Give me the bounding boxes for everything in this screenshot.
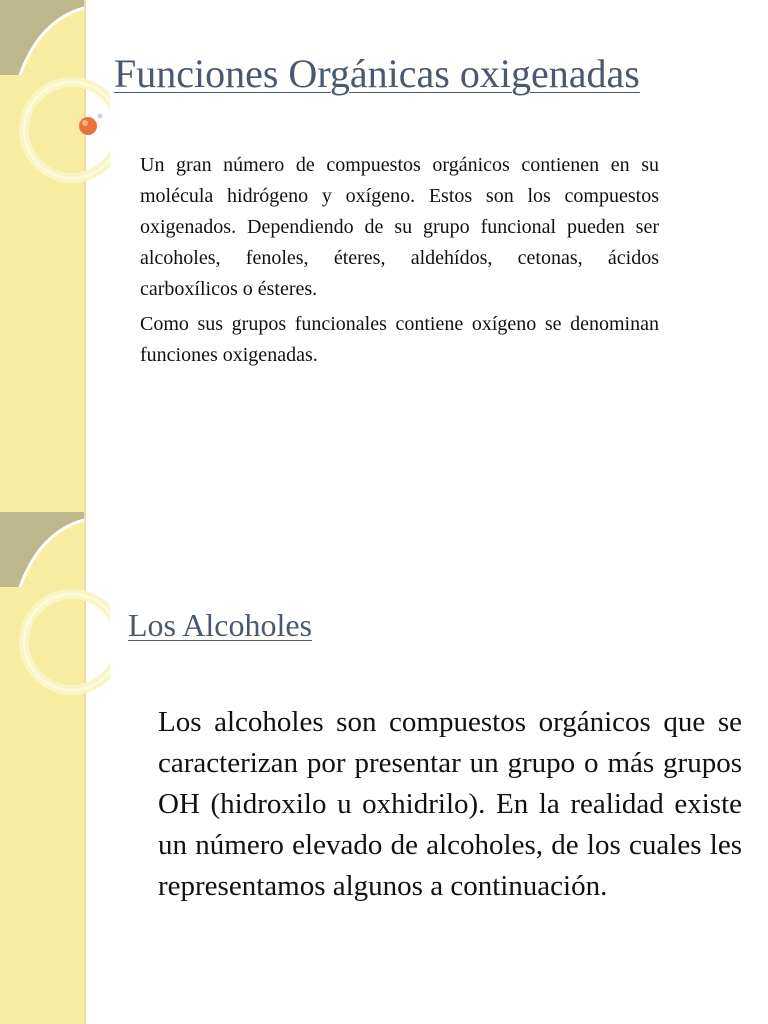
section-title: Los Alcoholes (128, 607, 312, 643)
slide-title: Funciones Orgánicas oxigenadas (114, 51, 640, 96)
accent-dot-icon (79, 117, 97, 135)
paragraph-intro: Un gran número de compuestos orgánicos contienen en su molécula hidrógeno y oxígeno. Estos son los compuestos oxigenados. Dependiendo de su grupo funcional pueden ser alcoholes, fenoles, éteres, aldehídos, cetonas, ácidos carboxílicos o ésteres. (140, 154, 659, 300)
paragraph-definition: Como sus grupos funcionales contiene oxígeno se denominan funciones oxigenadas. (140, 313, 659, 366)
slide-body (140, 150, 659, 375)
decorative-circles-icon (0, 512, 110, 712)
slide-2 (0, 512, 768, 1024)
decorative-circles-icon (0, 0, 110, 200)
section-paragraph: Los alcoholes son compuestos orgánicos que se caracterizan por presentar un grupo o más grupos OH (hidroxilo u oxhidrilo). En la realidad existe un número elevado de alcoholes, de los cuales les representamos algunos a continuación. (158, 706, 742, 902)
